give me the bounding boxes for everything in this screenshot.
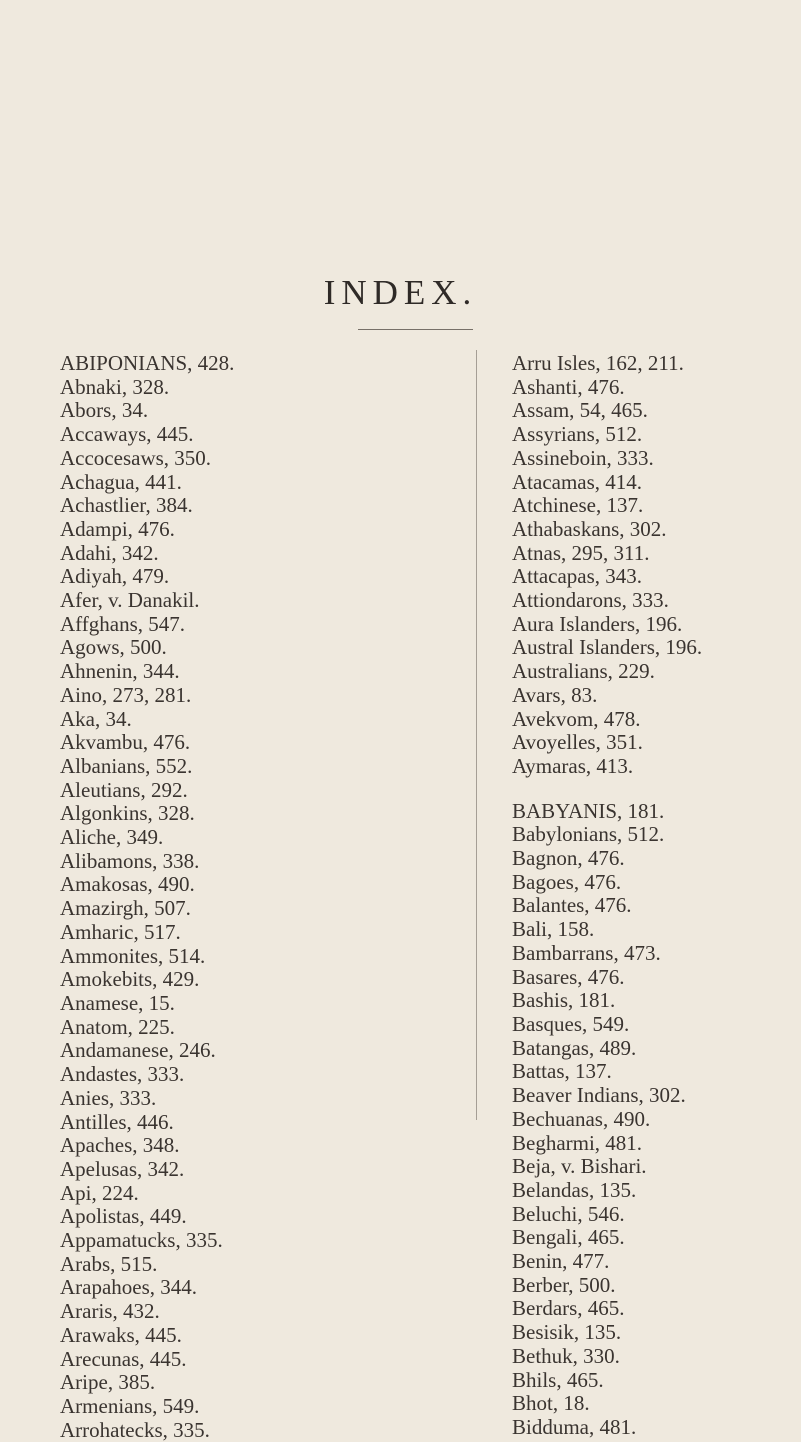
- page-title: INDEX.: [323, 273, 478, 312]
- index-entry: Armenians, 549.: [60, 1393, 200, 1418]
- index-entry: Australians, 229.: [512, 659, 655, 684]
- index-entry: Bashis, 181.: [512, 988, 616, 1013]
- index-entry: Beaver Indians, 302.: [512, 1083, 686, 1108]
- index-entry: Aura Islanders, 196.: [512, 611, 683, 636]
- index-entry: Bagoes, 476.: [512, 869, 622, 894]
- index-entry: Amharic, 517.: [60, 919, 181, 944]
- index-entry: Austral Islanders, 196.: [512, 635, 703, 660]
- index-entry: Battas, 137.: [512, 1059, 612, 1084]
- index-entry: Adampi, 476.: [60, 516, 175, 541]
- index-entry: Amazirgh, 507.: [60, 896, 191, 921]
- index-entry: Aka, 34.: [60, 706, 132, 731]
- index-entry: Adahi, 342.: [60, 540, 159, 565]
- index-entry: Batangas, 489.: [512, 1035, 637, 1060]
- index-entry: Arrohatecks, 335.: [60, 1417, 210, 1442]
- index-entry: Achastlier, 384.: [60, 493, 193, 518]
- index-entry: Amakosas, 490.: [60, 872, 195, 897]
- index-entry: Arecunas, 445.: [60, 1346, 187, 1371]
- index-entry: Aymaras, 413.: [512, 753, 634, 778]
- index-entry: Bidduma, 481.: [512, 1414, 637, 1439]
- index-entry: Assyrians, 512.: [512, 422, 643, 447]
- index-entry: Bechuanas, 490.: [512, 1106, 651, 1131]
- index-column-left: [60, 352, 234, 1442]
- index-entry: Abors, 34.: [60, 398, 149, 423]
- index-entry: Avoyelles, 351.: [512, 730, 643, 755]
- index-entry: Ashanti, 476.: [512, 374, 625, 399]
- index-entry: Agows, 500.: [60, 635, 167, 660]
- index-entry: Achagua, 441.: [60, 469, 182, 494]
- index-entry: Akvambu, 476.: [60, 730, 191, 755]
- index-entry: Assam, 54, 465.: [512, 398, 648, 423]
- index-entry: Basares, 476.: [512, 964, 625, 989]
- index-entry: Andamanese, 246.: [60, 1038, 216, 1063]
- index-entry: Ahnenin, 344.: [60, 659, 180, 684]
- index-entry: Athabaskans, 302.: [512, 516, 667, 541]
- index-entry: Accocesaws, 350.: [60, 445, 212, 470]
- index-entry: Adiyah, 479.: [60, 564, 170, 589]
- index-entry: Beluchi, 546.: [512, 1201, 625, 1226]
- index-entry: Arru Isles, 162, 211.: [512, 351, 684, 375]
- index-entry: Bhot, 18.: [512, 1391, 590, 1416]
- index-entry: Arabs, 515.: [60, 1251, 158, 1276]
- index-entry: Belandas, 135.: [512, 1177, 637, 1202]
- index-entry: ABIPONIANS, 428.: [60, 351, 235, 375]
- index-entry: Bambarrans, 473.: [512, 940, 661, 965]
- index-entry: Apelusas, 342.: [60, 1156, 185, 1181]
- title-rule: [358, 329, 473, 330]
- index-entry: Aripe, 385.: [60, 1370, 156, 1395]
- index-column-right: [512, 352, 702, 1440]
- index-entry: Api, 224.: [60, 1180, 139, 1205]
- index-entry: Avars, 83.: [512, 682, 598, 707]
- index-entry: Afer, v. Danakil.: [60, 588, 200, 613]
- index-entry: Atchinese, 137.: [512, 493, 644, 518]
- index-entry: Apolistas, 449.: [60, 1204, 187, 1229]
- index-entry: Benin, 477.: [512, 1249, 610, 1274]
- index-entry: Aliche, 349.: [60, 825, 164, 850]
- index-entry: Atnas, 295, 311.: [512, 540, 650, 565]
- index-entry: Apaches, 348.: [60, 1133, 180, 1158]
- index-entry: Andastes, 333.: [60, 1062, 185, 1087]
- index-entry: Besisik, 135.: [512, 1320, 622, 1345]
- index-entry: Bethuk, 330.: [512, 1343, 620, 1368]
- index-entry: Assineboin, 333.: [512, 445, 654, 470]
- index-entry: Bengali, 465.: [512, 1225, 625, 1250]
- index-entry: Bhils, 465.: [512, 1367, 604, 1392]
- index-entry: Babylonians, 512.: [512, 822, 665, 847]
- index-entry: Amokebits, 429.: [60, 967, 200, 992]
- index-entry: Anamese, 15.: [60, 990, 175, 1015]
- index-entry: Arapahoes, 344.: [60, 1275, 198, 1300]
- column-divider: [476, 350, 477, 1120]
- index-entry: Algonkins, 328.: [60, 801, 195, 826]
- index-entry: Balantes, 476.: [512, 893, 632, 918]
- index-entry: Begharmi, 481.: [512, 1130, 643, 1155]
- index-entry: Alibamons, 338.: [60, 848, 200, 873]
- index-entry: Araris, 432.: [60, 1299, 160, 1324]
- index-entry: Attacapas, 343.: [512, 564, 643, 589]
- index-entry: Aino, 273, 281.: [60, 682, 192, 707]
- letter-group-gap: [512, 779, 702, 800]
- index-entry: Basques, 549.: [512, 1011, 630, 1036]
- index-entry: Anatom, 225.: [60, 1014, 175, 1039]
- index-entry: Attiondarons, 333.: [512, 588, 669, 613]
- index-entry: Antilles, 446.: [60, 1109, 174, 1134]
- index-entry: Bagnon, 476.: [512, 846, 625, 871]
- index-entry: Arawaks, 445.: [60, 1322, 182, 1347]
- index-entry: Beja, v. Bishari.: [512, 1154, 647, 1179]
- index-entry: Appamatucks, 335.: [60, 1228, 223, 1253]
- index-entry: Bali, 158.: [512, 917, 595, 942]
- index-entry: Atacamas, 414.: [512, 469, 643, 494]
- index-entry: Albanians, 552.: [60, 753, 193, 778]
- index-entry: Abnaki, 328.: [60, 374, 170, 399]
- index-entry: Anies, 333.: [60, 1085, 157, 1110]
- index-entry: Affghans, 547.: [60, 611, 186, 636]
- index-entry: Aleutians, 292.: [60, 777, 188, 802]
- index-entry: Accaways, 445.: [60, 422, 194, 447]
- index-entry: BABYANIS, 181.: [512, 798, 665, 823]
- index-entry: Berdars, 465.: [512, 1296, 625, 1321]
- index-entry: Avekvom, 478.: [512, 706, 641, 731]
- index-entry: Ammonites, 514.: [60, 943, 206, 968]
- index-entry: Berber, 500.: [512, 1272, 616, 1297]
